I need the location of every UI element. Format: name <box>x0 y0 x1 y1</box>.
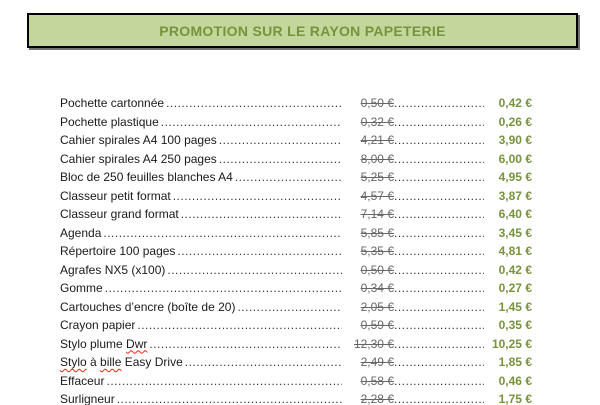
old-price: 5,35 € <box>360 244 394 258</box>
old-price: 0,59 € <box>360 318 394 332</box>
new-price: 6,40 € <box>498 207 532 221</box>
dot-leader <box>235 168 342 187</box>
dot-leader <box>394 168 484 187</box>
item-label <box>60 113 161 132</box>
item-label <box>60 150 219 169</box>
old-price: 2,05 € <box>360 299 394 314</box>
label-text: Agrafes NX5 (x100) <box>60 262 166 277</box>
new-price: 0,26 € <box>498 114 532 129</box>
new-price: 1,85 € <box>498 355 532 369</box>
item-label <box>60 335 149 354</box>
price-row <box>60 298 532 317</box>
new-price: 4,95 € <box>498 170 532 184</box>
label-text: Stylo plume <box>60 336 127 351</box>
dot-leader <box>137 316 342 335</box>
dot-leader <box>394 94 484 113</box>
label-text: Pochette cartonnée <box>60 96 165 110</box>
item-label <box>60 224 103 243</box>
price-row <box>60 205 532 224</box>
misspelled-word: Stylo <box>60 355 87 369</box>
dot-leader <box>166 94 342 113</box>
new-price: 4,81 € <box>498 244 532 258</box>
dot-leader <box>394 390 484 405</box>
price-row <box>60 168 532 187</box>
dot-leader <box>394 113 484 132</box>
old-price: 5,85 € <box>360 225 394 240</box>
dot-leader <box>394 335 484 354</box>
price-row <box>60 113 532 132</box>
misspelled-word: Dwr <box>126 336 148 351</box>
label-text: Classeur petit format <box>60 188 171 203</box>
dot-leader <box>149 335 342 354</box>
dot-leader <box>394 187 484 206</box>
old-price: 0,34 € <box>360 281 394 295</box>
new-price: 1,75 € <box>498 392 532 405</box>
misspelled-word: bille <box>100 355 122 369</box>
dot-leader <box>181 205 342 224</box>
old-price: 12,30 € <box>353 336 394 351</box>
dot-leader <box>105 279 342 298</box>
item-label <box>60 94 166 113</box>
dot-leader <box>177 242 342 261</box>
item-label <box>60 390 117 405</box>
old-price: 4,57 € <box>360 188 394 203</box>
dot-leader <box>219 131 342 150</box>
dot-leader <box>173 187 342 206</box>
old-price: 2,28 € <box>360 392 394 405</box>
price-row <box>60 242 532 261</box>
dot-leader <box>394 205 484 224</box>
price-row <box>60 94 532 113</box>
dot-leader <box>167 261 342 280</box>
price-row <box>60 261 532 280</box>
old-price: 0,50 € <box>360 96 394 110</box>
dot-leader <box>394 279 484 298</box>
item-label <box>60 168 235 187</box>
label-text: Effaceur <box>60 373 105 388</box>
price-row <box>60 187 532 206</box>
item-label <box>60 372 106 391</box>
dot-leader <box>394 150 484 169</box>
item-label <box>60 131 219 150</box>
price-row <box>60 224 532 243</box>
label-text: Gomme <box>60 281 103 295</box>
label-text: Pochette plastique <box>60 114 159 129</box>
dot-leader <box>161 113 342 132</box>
dot-leader <box>394 242 484 261</box>
new-price: 3,87 € <box>498 188 532 203</box>
price-row <box>60 372 532 391</box>
label-text: Agenda <box>60 225 102 240</box>
new-price: 3,90 € <box>498 133 532 147</box>
label-text: Easy Drive <box>121 355 183 369</box>
dot-leader <box>394 261 484 280</box>
old-price: 8,00 € <box>360 151 394 166</box>
label-text: Cartouches d’encre (boîte de 20) <box>60 299 236 314</box>
label-text: Répertoire 100 pages <box>60 244 176 258</box>
dot-leader <box>394 372 484 391</box>
label-text: Crayon papier <box>60 318 136 332</box>
old-price: 2,49 € <box>360 355 394 369</box>
new-price: 0,42 € <box>498 96 532 110</box>
old-price: 0,32 € <box>360 114 394 129</box>
dot-leader <box>394 353 484 372</box>
dot-leader <box>117 390 342 405</box>
item-label <box>60 298 237 317</box>
item-label <box>60 242 177 261</box>
dot-leader <box>394 224 484 243</box>
new-price: 1,45 € <box>498 299 532 314</box>
price-row <box>60 279 532 298</box>
old-price: 0,58 € <box>360 373 394 388</box>
new-price: 3,45 € <box>498 225 532 240</box>
title-banner <box>27 13 578 48</box>
price-list <box>60 94 532 405</box>
old-price: 7,14 € <box>360 207 394 221</box>
item-label <box>60 261 167 280</box>
label-text: Bloc de 250 feuilles blanches A4 <box>60 170 233 184</box>
item-label <box>60 316 137 335</box>
dot-leader <box>394 131 484 150</box>
new-price: 0,35 € <box>498 318 532 332</box>
new-price: 10,25 € <box>491 336 532 351</box>
item-label <box>60 353 185 372</box>
price-row <box>60 353 532 372</box>
label-text: Cahier spirales A4 100 pages <box>60 133 217 147</box>
dot-leader <box>237 298 342 317</box>
item-label <box>60 279 105 298</box>
new-price: 6,00 € <box>498 151 532 166</box>
dot-leader <box>106 372 342 391</box>
old-price: 5,25 € <box>360 170 394 184</box>
price-row <box>60 131 532 150</box>
dot-leader <box>394 298 484 317</box>
label-text: à <box>86 355 101 369</box>
price-row <box>60 316 532 335</box>
item-label <box>60 205 181 224</box>
old-price: 4,21 € <box>360 133 394 147</box>
price-row <box>60 390 532 405</box>
new-price: 0,46 € <box>498 373 532 388</box>
price-row <box>60 150 532 169</box>
new-price: 0,42 € <box>498 262 532 277</box>
label-text: Surligneur <box>60 392 115 405</box>
dot-leader <box>394 316 484 335</box>
dot-leader <box>219 150 342 169</box>
label-text: Classeur grand format <box>60 207 179 221</box>
new-price: 0,27 € <box>498 281 532 295</box>
label-text: Cahier spirales A4 250 pages <box>60 151 217 166</box>
dot-leader <box>185 353 342 372</box>
item-label <box>60 187 173 206</box>
price-row <box>60 335 532 354</box>
old-price: 0,50 € <box>360 262 394 277</box>
dot-leader <box>103 224 342 243</box>
page-title: PROMOTION SUR LE RAYON PAPETERIE <box>159 22 446 39</box>
